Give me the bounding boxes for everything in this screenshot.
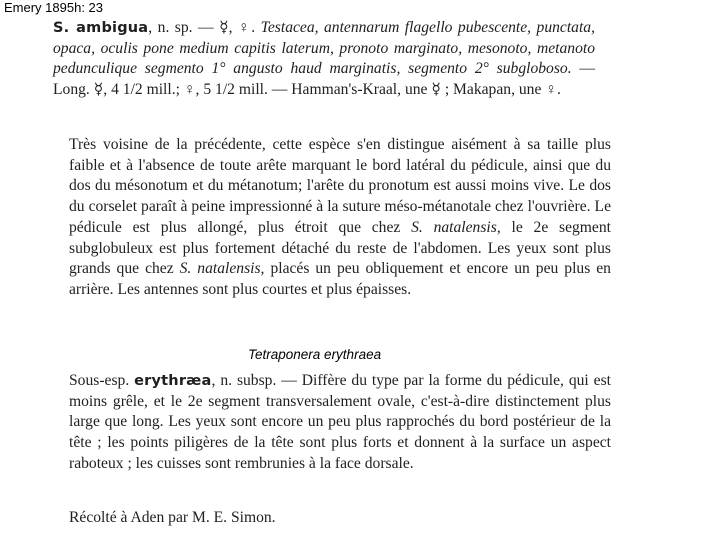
measurements-localities: — Long. ☿, 4 1/2 mill.; ♀, 5 1/2 mill. — Hamman's-Kraal, une ☿ ; Makapan, une ♀.: [53, 60, 595, 99]
section-caption: Tetraponera erythraea: [248, 347, 382, 362]
discussion-text-2: , le 2e segment subglobuleux est plus fortement détaché du reste de l'abdomen. Les yeux sont plus grands que chez: [69, 218, 611, 278]
discussion-paragraph: [53, 135, 611, 301]
subspecies-description: , n. subsp. — Diffère du type par la forme du pédicule, qui est moins grêle, et le 2e segment transversalement ovale, c'est-à-dire distinctement plus large que long. Les yeux sont encore un peu plus rapprochés du bord postérieur de la tête ; les points piligères de la tête sont plus forts et donnent à la surface un aspect raboteux ; les cuisses sont rembrunies à la face dorsale.: [69, 372, 611, 472]
latin-description: Testacea, antennarum flagello pubescente, punctata, opaca, oculis pone medium capitis laterum, pronoto marginato, mesonoto, metanoto pedunculique segmento 1° angusto haud marginatis, segmento 2° subgloboso.: [53, 19, 596, 78]
subspecies-prefix: Sous-esp.: [69, 372, 135, 389]
species-status: , n. sp. — ☿, ♀.: [148, 19, 261, 36]
discussion-text-1: Très voisine de la précédente, cette espèce s'en distingue aisément à sa taille plus faible et à l'absence de toute arête marquant le bord latéral du pédicule, ainsi que du dos du mésonotum et du métanotum; l'arête du pronotum est aussi moins vive. Le dos du corselet paraît à peine impressionné à la suture méso-métanotale chez l'ouvrière. Le pédicule est plus allongé, plus étroit que chez: [69, 136, 611, 236]
discussion-text-3: placés un peu obliquement et encore un peu plus en arrière. Les antennes sont plus courtes et plus épaisses.: [69, 260, 611, 298]
species-entry-ambigua: [53, 18, 595, 101]
citation-label: Emery 1895h: 23: [4, 0, 104, 15]
species-name: S. ambigua: [53, 20, 149, 36]
species-reference: S. natalensis,: [179, 260, 265, 278]
collection-note: Récolté à Aden par M. E. Simon.: [69, 509, 276, 526]
subspecies-entry-erythraea: [53, 371, 611, 475]
subspecies-name: erythræa: [134, 373, 212, 389]
species-reference: S. natalensis: [411, 218, 497, 236]
